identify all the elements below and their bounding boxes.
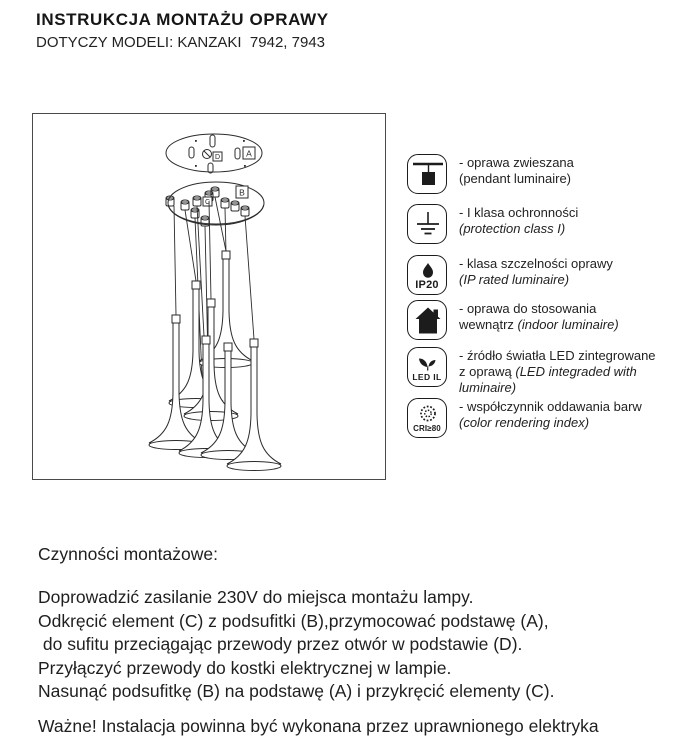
pendant-luminaire-icon (407, 154, 447, 194)
trumpet-shades (149, 251, 281, 471)
lamp-drawing (33, 114, 385, 479)
ip-rating-icon (407, 255, 447, 295)
model-subtitle: DOTYCZY MODELI: KANZAKI 7942, 7943 (36, 34, 325, 51)
label-c: C (204, 199, 211, 206)
instruction-step: Doprowadzić zasilanie 230V do miejsca montażu lampy. (38, 587, 474, 607)
instruction-step: do sufitu przeciągając przewody przez otwór w podstawie (D). (38, 634, 523, 654)
label-a: A (246, 148, 252, 159)
base-plate-a (166, 134, 262, 173)
important-note: Ważne! Instalacja powinna być wykonana przez uprawnionego elektryka (38, 716, 599, 736)
protection-class-icon (407, 204, 447, 244)
led-badge: LED IL (412, 372, 442, 382)
led-source-icon (407, 347, 447, 387)
instruction-step: Odkręcić element (C) z podsufitki (B),przymocować podstawę (A), (38, 610, 549, 631)
instruction-step: Nasunąć podsufitkę (B) na podstawę (A) i przykręcić elementy (C). (38, 681, 555, 701)
assembly-diagram (32, 113, 386, 480)
instructions-heading: Czynności montażowe: (38, 544, 218, 564)
page-title: INSTRUKCJA MONTAŻU OPRAWY (36, 10, 329, 29)
label-d: D (214, 154, 221, 161)
instructions-steps (38, 586, 554, 704)
cri-icon (407, 398, 447, 438)
cri-badge: CRI≥80 (413, 424, 441, 433)
ip-badge: IP20 (415, 279, 439, 291)
instruction-step: Przyłączyć przewody do kostki elektrycznej w lampie. (38, 657, 452, 678)
canopy-b (166, 182, 264, 226)
label-b: B (239, 187, 245, 198)
header (36, 10, 329, 51)
indoor-use-icon (407, 300, 447, 340)
